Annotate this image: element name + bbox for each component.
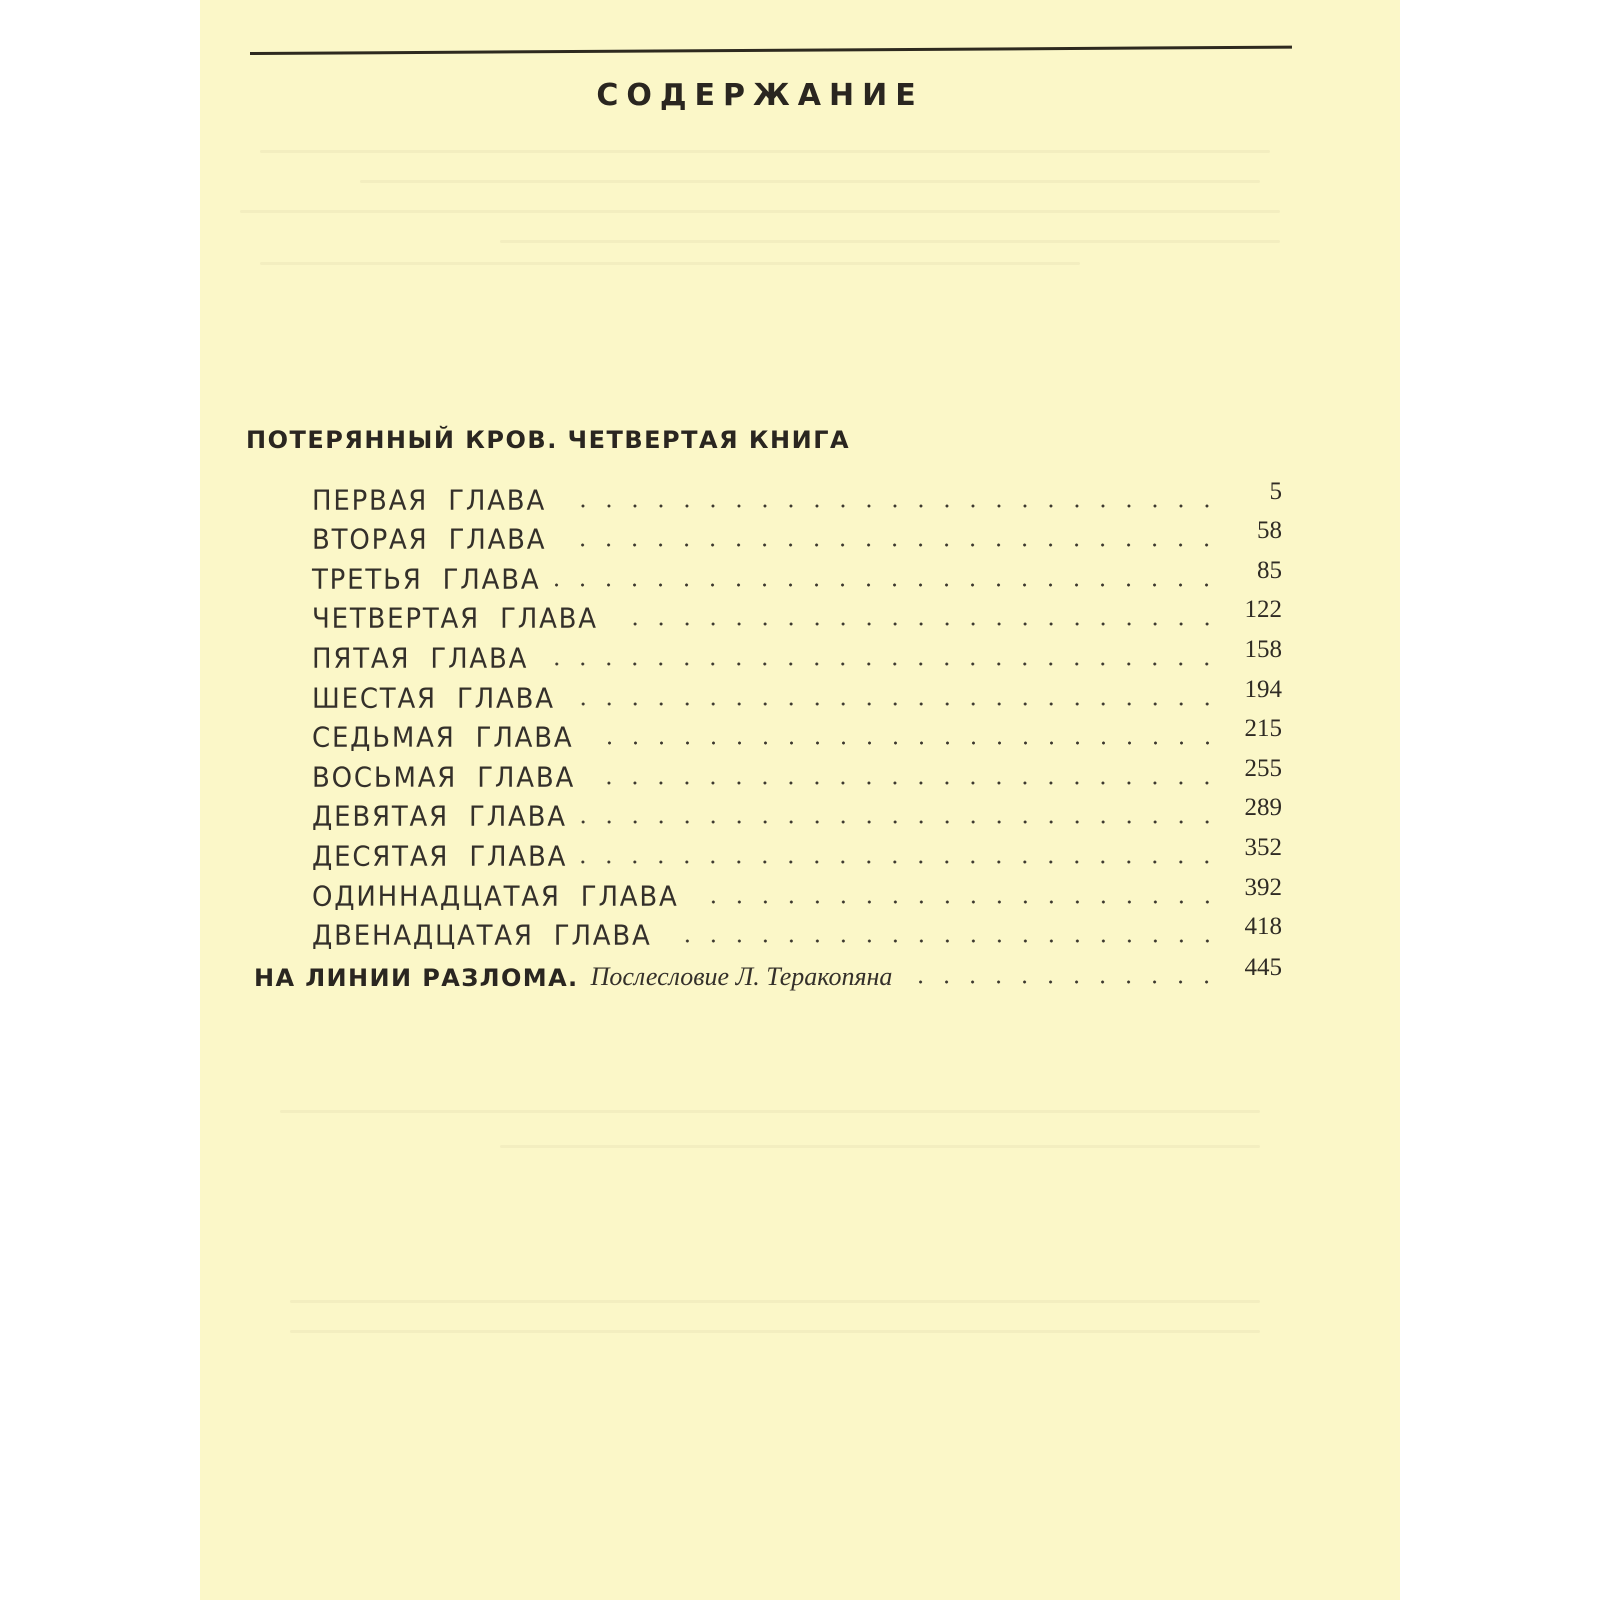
dot-leader [612,622,1220,626]
dot-leader [569,702,1220,706]
page-number: 58 [1257,517,1282,545]
dot-leader [581,820,1220,824]
book-title: ПОТЕРЯННЫЙ КРОВ. ЧЕТВЕРТАЯ КНИГА [246,426,851,454]
toc-entry[interactable] [312,834,1282,874]
dot-leader [589,781,1220,785]
page-number: 215 [1244,715,1282,743]
show-through-line [280,1110,1260,1113]
show-through-line [240,210,1280,213]
page-number: 352 [1244,833,1282,861]
show-through-line [290,1300,1260,1303]
page-number: 194 [1244,675,1282,703]
dot-leader [581,860,1220,864]
afterword-entry[interactable] [254,954,1282,994]
toc-entry[interactable] [312,597,1282,637]
page-number: 5 [1269,477,1282,505]
afterword-title: НА ЛИНИИ РАЗЛОМА. [254,964,579,992]
toc-entry[interactable] [312,874,1282,914]
show-through-line [500,240,1280,243]
page-number: 85 [1257,556,1282,584]
dot-leader [693,900,1220,904]
contents-heading: СОДЕРЖАНИЕ [596,78,924,113]
chapter-title: ТРЕТЬЯ ГЛАВА [312,563,541,596]
page-number: 122 [1244,596,1282,624]
book-page [200,0,1400,1600]
show-through-line [360,180,1260,183]
chapter-title: ПЯТАЯ ГЛАВА [312,643,529,675]
top-rule [250,46,1292,55]
page-number: 392 [1244,873,1282,901]
chapter-list [312,478,1282,953]
show-through-line [260,150,1270,153]
page-number: 289 [1244,794,1282,822]
chapter-title: СЕДЬМАЯ ГЛАВА [312,722,574,754]
chapter-title: ДЕВЯТАЯ ГЛАВА [312,801,567,834]
page-number: 445 [1244,954,1282,981]
page-number: 158 [1244,635,1282,663]
chapter-title: ПЕРВАЯ ГЛАВА [312,484,547,517]
chapter-title: ДВЕНАДЦАТАЯ ГЛАВА [312,920,652,952]
toc-entry[interactable] [312,636,1282,676]
dot-leader [666,939,1220,943]
show-through-line [260,262,1080,265]
page-number: 418 [1244,913,1282,941]
show-through-line [500,1145,1260,1148]
chapter-title: ШЕСТАЯ ГЛАВА [312,682,555,715]
toc-entry[interactable] [312,478,1282,518]
page-number: 255 [1244,754,1282,782]
chapter-title: ДЕСЯТАЯ ГЛАВА [312,841,568,873]
dot-leader [560,543,1220,547]
show-through-line [290,1330,1260,1333]
toc-entry[interactable] [312,755,1282,795]
chapter-title: ВОСЬМАЯ ГЛАВА [312,761,576,794]
toc-entry[interactable] [312,795,1282,835]
toc-entry[interactable] [312,676,1282,716]
dot-leader [542,662,1220,666]
toc-entry[interactable] [312,716,1282,756]
toc-entry[interactable] [312,557,1282,597]
toc-entry[interactable] [312,914,1282,954]
dot-leader [554,583,1220,587]
afterword-subtitle: Послесловие Л. Теракопяна [590,962,893,991]
dot-leader [588,741,1221,745]
dot-leader [560,504,1220,508]
chapter-title: ВТОРАЯ ГЛАВА [312,524,547,556]
dot-leader [914,980,1220,984]
chapter-title: ОДИННАДЦАТАЯ ГЛАВА [312,880,679,913]
toc-entry[interactable] [312,518,1282,558]
chapter-title: ЧЕТВЕРТАЯ ГЛАВА [312,603,598,636]
